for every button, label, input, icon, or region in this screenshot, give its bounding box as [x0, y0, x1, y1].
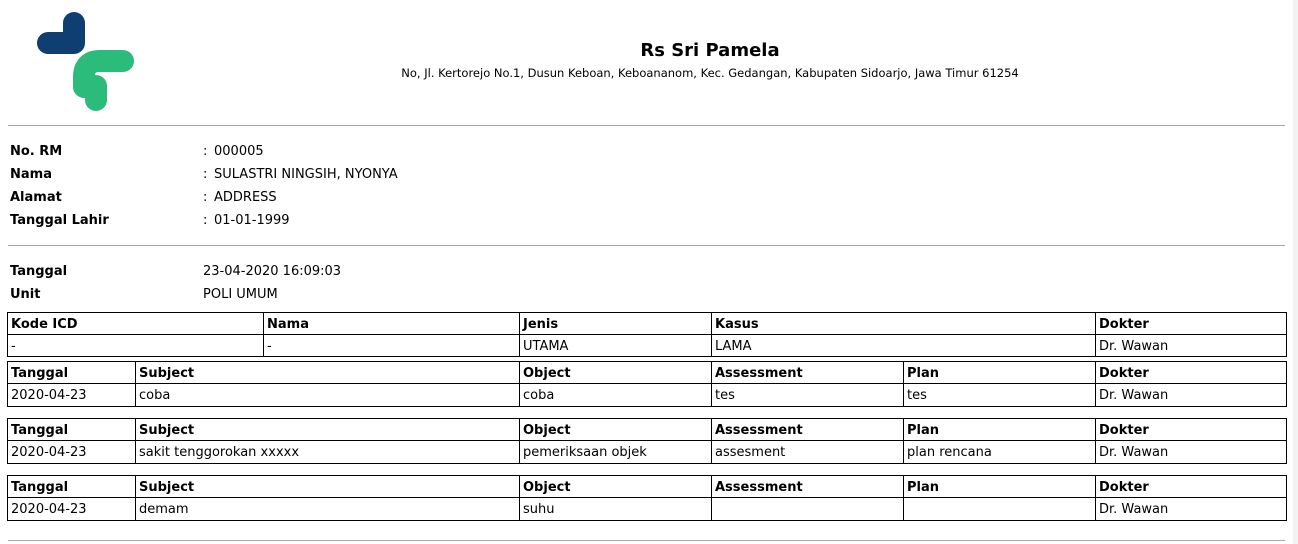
table-cell: 2020-04-23: [8, 384, 136, 407]
column-header: Tanggal: [8, 476, 136, 498]
column-header: Subject: [136, 476, 520, 498]
table-cell: Dr. Wawan: [1096, 335, 1287, 357]
column-header: Dokter: [1096, 476, 1287, 498]
table-cell: plan rencana: [904, 441, 1096, 464]
column-header: Dokter: [1096, 313, 1287, 335]
table-header-row: [8, 313, 1287, 335]
hospital-name: Rs Sri Pamela: [640, 40, 780, 61]
field-colon: :: [203, 213, 208, 228]
column-header: Subject: [136, 362, 520, 384]
soap-table-3: [7, 475, 1287, 521]
column-header: Tanggal: [8, 362, 136, 384]
scrollbar[interactable]: [1293, 0, 1298, 544]
soap-table-2: [7, 418, 1287, 464]
table-cell: -: [264, 335, 520, 357]
table-row: [8, 498, 1287, 521]
table-cell: Dr. Wawan: [1096, 441, 1287, 464]
column-header: Kode ICD: [8, 313, 264, 335]
soap-table-1: [7, 361, 1287, 407]
field-label: Nama: [10, 167, 52, 182]
column-header: Assessment: [712, 362, 904, 384]
column-header: Plan: [904, 419, 1096, 441]
diagnosis-table: [7, 312, 1287, 357]
table-cell: tes: [904, 384, 1096, 407]
divider: [8, 245, 1285, 246]
column-header: Dokter: [1096, 362, 1287, 384]
column-header: Assessment: [712, 476, 904, 498]
table-row: [8, 335, 1287, 357]
table-cell: demam: [136, 498, 520, 521]
field-colon: :: [203, 144, 208, 159]
table-cell: 2020-04-23: [8, 498, 136, 521]
divider: [8, 125, 1285, 126]
table-cell: Dr. Wawan: [1096, 498, 1287, 521]
table-cell: sakit tenggorokan xxxxx: [136, 441, 520, 464]
column-header: Object: [520, 476, 712, 498]
field-colon: :: [203, 167, 208, 182]
column-header: Object: [520, 419, 712, 441]
column-header: Tanggal: [8, 419, 136, 441]
table-header-row: [8, 362, 1287, 384]
column-header: Plan: [904, 362, 1096, 384]
table-cell: suhu: [520, 498, 712, 521]
table-cell: Dr. Wawan: [1096, 384, 1287, 407]
field-value: 23-04-2020 16:09:03: [203, 264, 342, 279]
field-colon: :: [203, 190, 208, 205]
column-header: Subject: [136, 419, 520, 441]
table-cell: 2020-04-23: [8, 441, 136, 464]
table-row: [8, 384, 1287, 407]
field-label: Tanggal Lahir: [10, 213, 109, 228]
column-header: Plan: [904, 476, 1096, 498]
field-label: No. RM: [10, 144, 63, 159]
table-cell: pemeriksaan objek: [520, 441, 712, 464]
table-cell: [712, 498, 904, 521]
table-cell: UTAMA: [520, 335, 712, 357]
field-label: Unit: [10, 287, 41, 302]
report-header: [0, 0, 1290, 124]
table-cell: tes: [712, 384, 904, 407]
column-header: Nama: [264, 313, 520, 335]
table-cell: [904, 498, 1096, 521]
table-cell: coba: [136, 384, 520, 407]
field-value: 000005: [214, 144, 264, 159]
field-value: ADDRESS: [214, 190, 277, 205]
column-header: Jenis: [520, 313, 712, 335]
table-header-row: [8, 476, 1287, 498]
column-header: Assessment: [712, 419, 904, 441]
table-cell: -: [8, 335, 264, 357]
hospital-address: No, Jl. Kertorejo No.1, Dusun Keboan, Keboananom, Kec. Gedangan, Kabupaten Sidoarjo, Jawa Timur 61254: [401, 66, 1019, 80]
table-cell: LAMA: [712, 335, 1096, 357]
field-value: SULASTRI NINGSIH, NYONYA: [214, 167, 398, 182]
column-header: Dokter: [1096, 419, 1287, 441]
table-header-row: [8, 419, 1287, 441]
field-value: POLI UMUM: [203, 287, 278, 302]
divider: [8, 540, 1285, 541]
table-cell: coba: [520, 384, 712, 407]
field-label: Alamat: [10, 190, 62, 205]
table-row: [8, 441, 1287, 464]
field-value: 01-01-1999: [214, 213, 290, 228]
table-cell: assesment: [712, 441, 904, 464]
column-header: Kasus: [712, 313, 1096, 335]
field-label: Tanggal: [10, 264, 68, 279]
column-header: Object: [520, 362, 712, 384]
